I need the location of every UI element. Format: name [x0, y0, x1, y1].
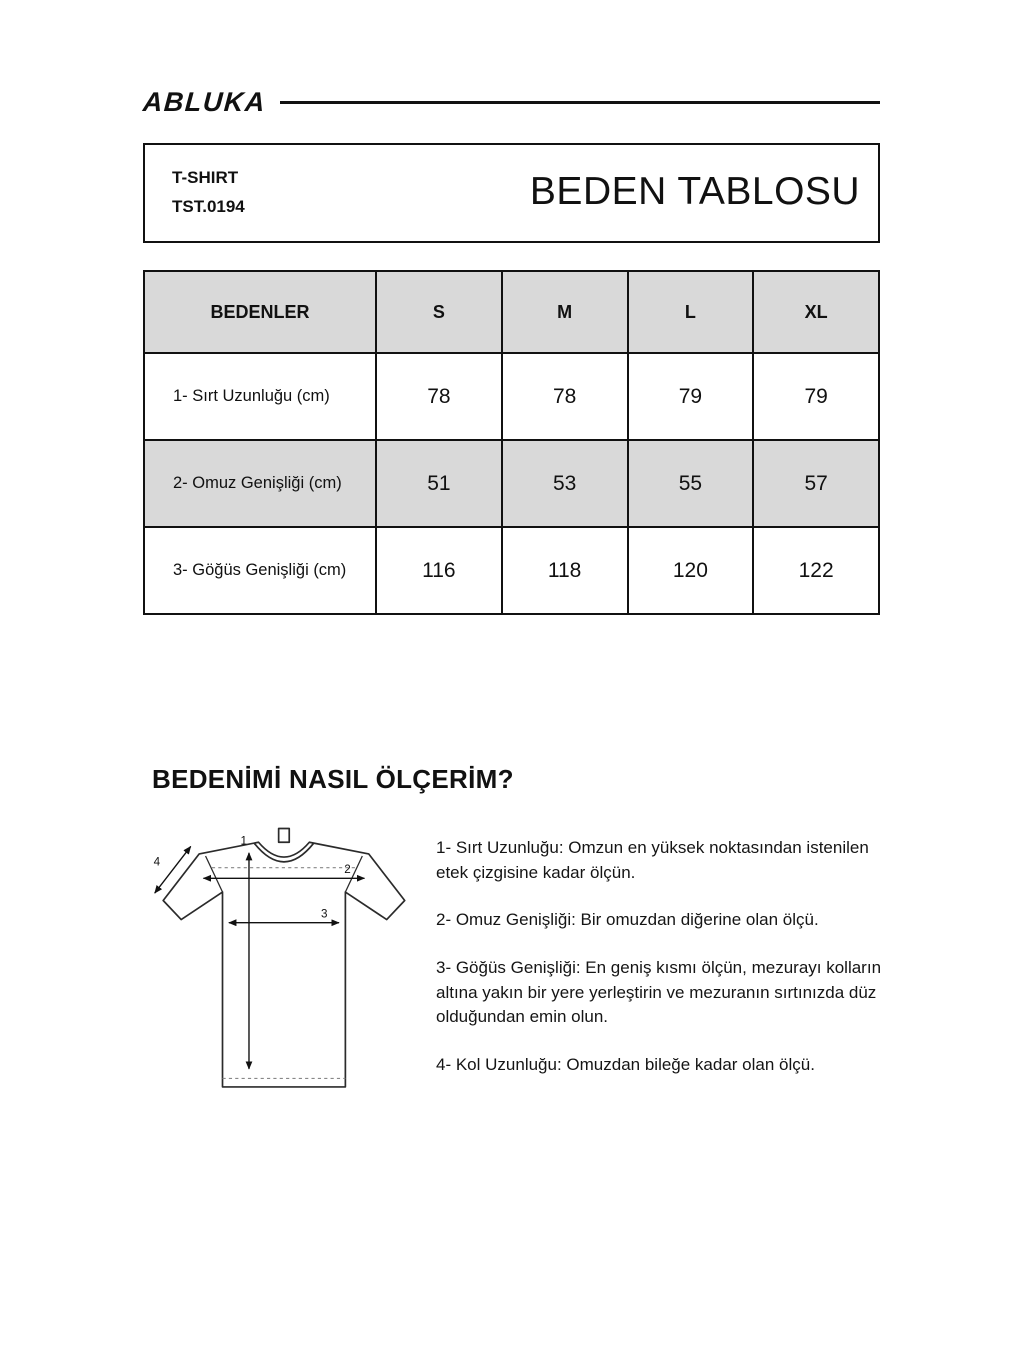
col-header-m: M [502, 271, 628, 353]
table-row-shoulder-width [144, 440, 879, 527]
title-box [143, 143, 880, 243]
product-info [172, 164, 245, 222]
col-header-s: S [376, 271, 502, 353]
cell-value: 53 [502, 440, 628, 527]
header-divider-line [280, 101, 880, 104]
measurement-instructions [436, 836, 894, 1100]
diagram-label-2: 2 [344, 862, 351, 876]
tshirt-outline-icon [163, 828, 405, 1086]
table-row-back-length [144, 353, 879, 440]
size-table [143, 270, 880, 615]
section-heading-how-to-measure: BEDENİMİ NASIL ÖLÇERİM? [152, 764, 514, 794]
cell-value: 79 [753, 353, 879, 440]
size-table-container [143, 270, 880, 615]
product-type: T-SHIRT [172, 168, 239, 188]
col-header-l: L [628, 271, 754, 353]
instruction-back-length: 1- Sırt Uzunluğu: Omzun en yüksek noktasından istenilen etek çizgisine kadar ölçün. [436, 838, 869, 882]
cell-value: 118 [502, 527, 628, 614]
table-header-row [144, 271, 879, 353]
row-label: 1- Sırt Uzunluğu (cm) [144, 353, 376, 440]
cell-value: 78 [502, 353, 628, 440]
cell-value: 120 [628, 527, 754, 614]
header [143, 86, 880, 118]
instruction-sleeve-length: 4- Kol Uzunluğu: Omuzdan bileğe kadar olan ölçü. [436, 1054, 815, 1074]
product-code: TST.0194 [172, 197, 245, 216]
diagram-label-4: 4 [153, 855, 161, 869]
page-title: BEDEN TABLOSU [529, 170, 861, 214]
row-label: 3- Göğüs Genişliği (cm) [144, 527, 376, 614]
instruction-chest-width: 3- Göğüs Genişliği: En geniş kısmı ölçün, mezurayı kolların altına yakın bir yere yerleştirin ve mezuranın sırtınızda düz olduğundan emin olun. [436, 957, 882, 1027]
col-header-sizes: BEDENLER [144, 271, 376, 353]
row-label: 2- Omuz Genişliği (cm) [144, 440, 376, 527]
col-header-xl: XL [753, 271, 879, 353]
cell-value: 116 [376, 527, 502, 614]
diagram-label-1: 1 [240, 834, 247, 848]
cell-value: 78 [376, 353, 502, 440]
table-row-chest-width [144, 527, 879, 614]
cell-value: 55 [628, 440, 754, 527]
cell-value: 51 [376, 440, 502, 527]
cell-value: 57 [753, 440, 879, 527]
tshirt-measurement-diagram [142, 824, 428, 1102]
brand-logo: ABLUKA [141, 86, 268, 117]
diagram-label-3: 3 [320, 907, 328, 921]
instruction-shoulder-width: 2- Omuz Genişliği: Bir omuzdan diğerine olan ölçü. [436, 910, 819, 930]
cell-value: 79 [628, 353, 754, 440]
cell-value: 122 [753, 527, 879, 614]
